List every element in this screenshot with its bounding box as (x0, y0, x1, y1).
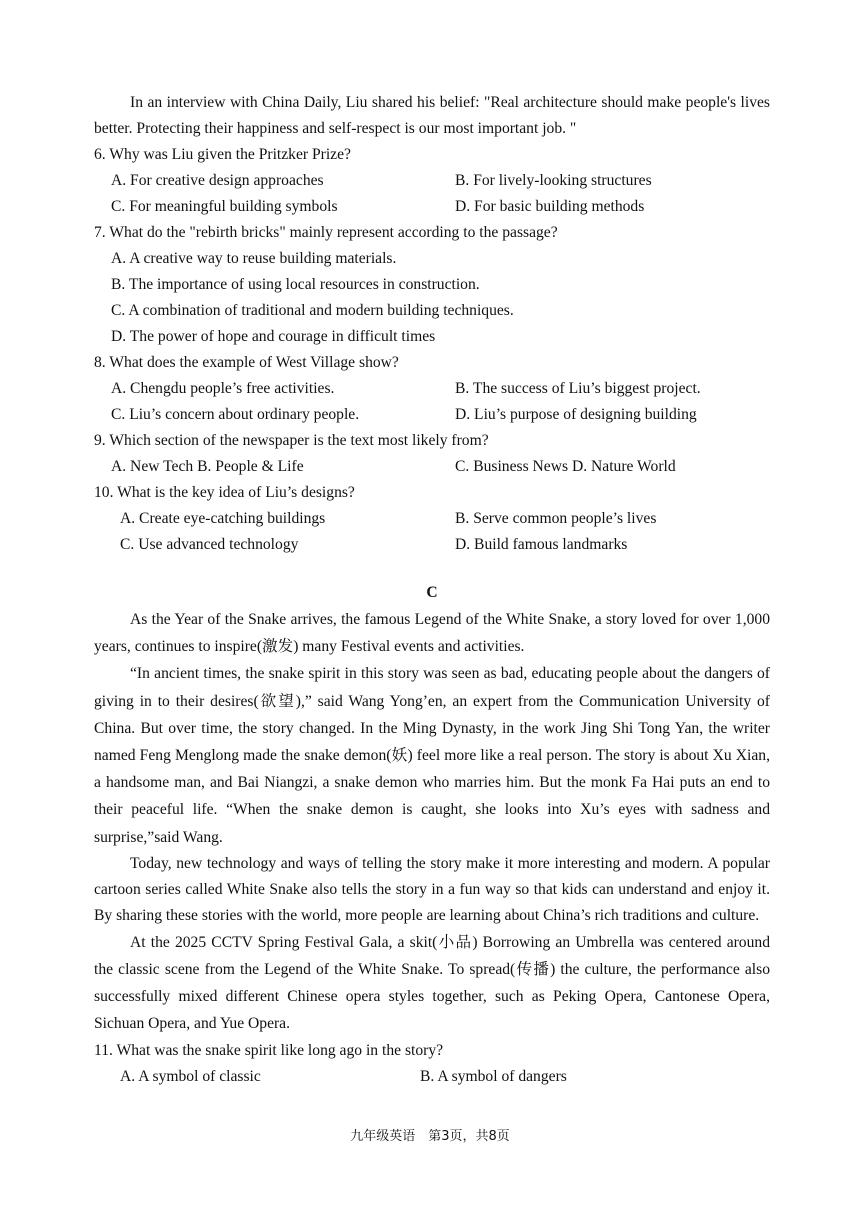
option-a: A. A creative way to reuse building materials. (111, 250, 397, 267)
option-c: C. Use advanced technology (120, 536, 299, 553)
option-a: A. For creative design approaches (111, 172, 324, 189)
option-b: B. The importance of using local resources in construction. (111, 276, 480, 293)
option-b: B. Serve common people’s lives (455, 510, 657, 527)
option-b: B. The success of Liu’s biggest project. (455, 380, 701, 397)
question-8 (94, 350, 770, 428)
page-footer: 九年级英语 第3页，共8页 (350, 1129, 510, 1144)
option-c: C. For meaningful building symbols (111, 198, 338, 215)
question-stem: 6. Why was Liu given the Pritzker Prize? (94, 146, 351, 163)
option-a: A. Create eye-catching buildings (120, 510, 326, 527)
passage-paragraph: Today, new technology and ways of telling the story make it more interesting and modern. A popular cartoon series called White Snake also tells the story in a fun way so that kids can understand and enjoy it. By sharing these stories with the world, more people are learning about China’s rich traditions and culture. (94, 854, 770, 924)
question-9 (94, 428, 770, 480)
option-d: D. Liu’s purpose of designing building (455, 406, 697, 423)
question-6 (94, 142, 770, 220)
option-c: C. Liu’s concern about ordinary people. (111, 406, 360, 423)
passage-paragraph: As the Year of the Snake arrives, the famous Legend of the White Snake, a story loved for over 1,000 years, continues to inspire(激发) many Festival events and activities. (94, 611, 770, 656)
option-b: B. For lively-looking structures (455, 172, 652, 189)
option-a: A. A symbol of classic (120, 1067, 261, 1085)
question-stem: 8. What does the example of West Village show? (94, 354, 399, 371)
option-a: A. Chengdu people’s free activities. (111, 380, 335, 397)
option-d: D. The power of hope and courage in difficult times (111, 328, 436, 345)
question-stem: 10. What is the key idea of Liu’s designs? (94, 484, 355, 501)
exam-page (94, 90, 770, 1090)
option-a-b: A. New Tech B. People & Life (111, 458, 304, 475)
option-c: C. A combination of traditional and modern building techniques. (111, 302, 514, 319)
option-b: B. A symbol of dangers (420, 1067, 567, 1085)
section-c-heading: C (426, 584, 438, 601)
question-11 (94, 1038, 770, 1090)
intro-paragraph: In an interview with China Daily, Liu shared his belief: "Real architecture should make people's lives better. Protecting their happiness and self-respect is our most important job. " (94, 94, 770, 137)
option-c-d: C. Business News D. Nature World (455, 458, 676, 475)
question-stem: 7. What do the "rebirth bricks" mainly represent according to the passage? (94, 224, 558, 241)
passage-c (94, 606, 770, 1038)
option-d: D. Build famous landmarks (455, 536, 628, 553)
question-stem: 11. What was the snake spirit like long ago in the story? (94, 1041, 444, 1059)
question-7 (94, 220, 770, 350)
option-d: D. For basic building methods (455, 198, 645, 215)
question-stem: 9. Which section of the newspaper is the text most likely from? (94, 432, 489, 449)
passage-paragraph: At the 2025 CCTV Spring Festival Gala, a skit(小品) Borrowing an Umbrella was centered around the classic scene from the Legend of the White Snake. To spread(传播) the culture, the performance also successfully mixed different Chinese opera styles together, such as Peking Opera, Cantonese Opera, Sichuan Opera, and Yue Opera. (94, 933, 770, 1033)
question-10 (94, 480, 770, 558)
passage-paragraph: “In ancient times, the snake spirit in this story was seen as bad, educating people about the dangers of giving in to their desires(欲望),” said Wang Yong’en, an expert from the Communication University of China. But over time, the story changed. In the Ming Dynasty, in the work Jing Shi Tong Yan, the writer named Feng Menglong made the snake demon(妖) feel more like a real person. The story is about Xu Xian, a handsome man, and Bai Niangzi, a snake demon who marries him. But the monk Fa Hai puts an end to their peaceful life. “When the snake demon is caught, she looks into Xu’s eyes with sadness and surprise,”said Wang. (94, 665, 770, 846)
